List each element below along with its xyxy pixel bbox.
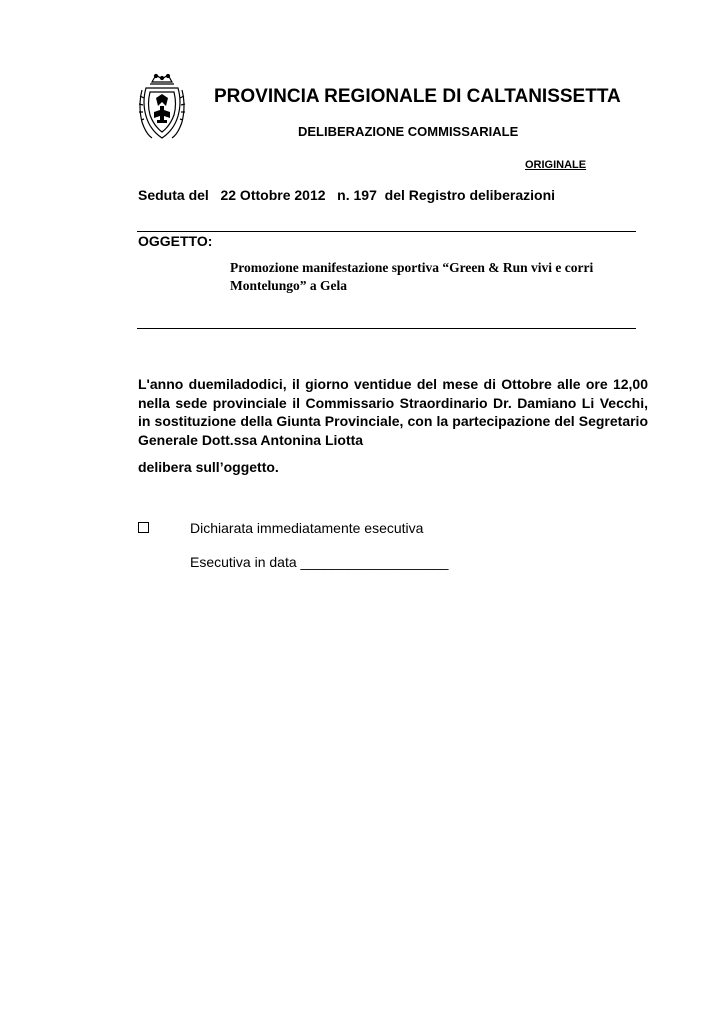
divider-bottom — [137, 328, 636, 329]
body-paragraph: L'anno duemiladodici, il giorno ventidue del mese di Ottobre alle ore 12,00 nella sede provinciale il Commissario Straordinario Dr. Damiano Li Vecchi, in sostituzione della Giunta Provinciale, con la partecipazione del Segretario Generale Dott.ssa Antonina Liotta — [138, 376, 648, 448]
immediate-execution-label: Dichiarata immediatamente esecutiva — [190, 520, 424, 536]
checkbox-icon[interactable] — [138, 522, 149, 533]
divider-top — [137, 231, 636, 232]
province-crest-icon — [136, 72, 188, 144]
decision-line: delibera sull’oggetto. — [138, 459, 279, 475]
execution-date-field: Esecutiva in data ___________________ — [190, 554, 449, 570]
document-title: PROVINCIA REGIONALE DI CALTANISSETTA — [214, 86, 621, 107]
subject-label: OGGETTO: — [138, 233, 213, 249]
subject-text: Promozione manifestazione sportiva “Green & Run vivi e corri Montelungo” a Gela — [230, 260, 594, 293]
session-line: Seduta del 22 Ottobre 2012 n. 197 del Registro deliberazioni — [138, 187, 556, 203]
document-subtitle: DELIBERAZIONE COMMISSARIALE — [298, 124, 519, 139]
status-label: ORIGINALE — [525, 159, 587, 171]
